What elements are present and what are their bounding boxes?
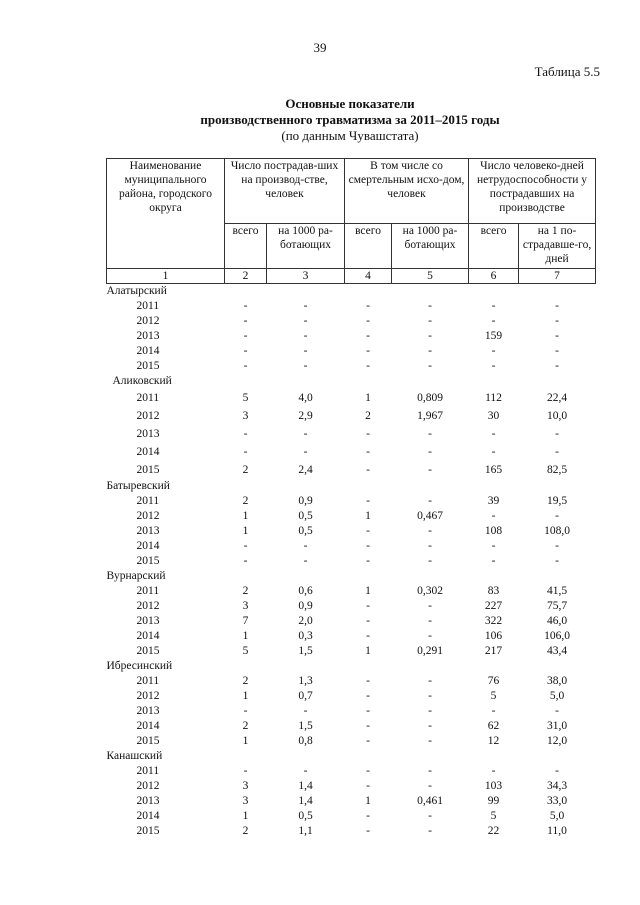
value-cell: 0,291: [417, 645, 443, 657]
value-cell: 0,302: [417, 585, 443, 597]
value-cell: -: [491, 300, 496, 312]
value-cell: 2: [242, 464, 249, 476]
value-cell: 39: [487, 495, 500, 507]
title-line-2: производственного травматизма за 2011–2015 годы: [200, 112, 500, 127]
value-cell: -: [491, 765, 496, 777]
value-cell: 19,5: [546, 495, 568, 507]
year-cell: 2011: [136, 495, 160, 507]
year-row: [107, 644, 596, 659]
value-cell: 106: [484, 630, 503, 642]
year-row: [107, 299, 596, 314]
year-cell: 2011: [136, 585, 160, 597]
value-cell: -: [428, 540, 432, 552]
value-cell: -: [243, 765, 248, 777]
value-cell: -: [243, 330, 248, 342]
value-cell: -: [555, 510, 559, 522]
value-cell: -: [428, 315, 432, 327]
header-days: Число человеко-дней нетрудоспособности у пострадавших на производстве: [469, 159, 596, 224]
value-cell: 1: [242, 510, 249, 522]
value-cell: 0,6: [298, 585, 313, 597]
value-cell: -: [555, 428, 559, 440]
year-cell: 2012: [136, 690, 160, 702]
value-cell: -: [366, 720, 370, 732]
value-cell: -: [366, 705, 370, 717]
value-cell: -: [243, 446, 248, 458]
year-row: [107, 734, 596, 749]
district-row: [107, 569, 596, 584]
value-cell: 1: [365, 585, 371, 597]
value-cell: 0,809: [417, 392, 443, 404]
year-cell: 2014: [136, 810, 160, 822]
value-cell: 112: [485, 392, 502, 404]
value-cell: -: [366, 690, 370, 702]
value-cell: -: [243, 540, 248, 552]
year-row: [107, 443, 596, 461]
value-cell: -: [428, 428, 432, 440]
value-cell: -: [428, 446, 432, 458]
value-cell: 0,5: [298, 510, 313, 522]
value-cell: 1: [365, 510, 371, 522]
value-cell: 108: [484, 525, 503, 537]
year-row: [107, 764, 596, 779]
value-cell: 2,0: [298, 615, 313, 627]
value-cell: -: [555, 360, 559, 372]
value-cell: -: [366, 495, 370, 507]
value-cell: 2: [242, 825, 249, 837]
district-name: Вурнарский: [106, 570, 166, 582]
value-cell: -: [428, 495, 432, 507]
table-body: [107, 284, 596, 840]
year-row: [107, 461, 596, 479]
value-cell: 159: [484, 330, 503, 342]
value-cell: -: [491, 446, 496, 458]
value-cell: 1: [365, 645, 371, 657]
year-cell: 2013: [136, 705, 160, 717]
value-cell: -: [366, 330, 370, 342]
header-sub-per-victim: на 1 по-страдавше-го, дней: [519, 224, 596, 269]
column-number: 1: [107, 269, 225, 284]
value-cell: -: [303, 765, 308, 777]
year-row: [107, 809, 596, 824]
value-cell: 5: [242, 645, 249, 657]
value-cell: -: [366, 315, 370, 327]
value-cell: 1: [242, 735, 249, 747]
value-cell: 217: [484, 645, 503, 657]
value-cell: 0,5: [298, 810, 313, 822]
district-row: [107, 659, 596, 674]
value-cell: -: [555, 705, 559, 717]
value-cell: 62: [487, 720, 500, 732]
year-cell: 2013: [136, 795, 160, 807]
value-cell: -: [555, 555, 559, 567]
district-name: Канашский: [106, 750, 163, 762]
value-cell: 5: [242, 392, 249, 404]
value-cell: 165: [484, 464, 503, 476]
value-cell: 99: [487, 795, 500, 807]
column-number: 7: [519, 269, 596, 284]
header-fatal: В том числе со смертельным исхо-дом, человек: [345, 159, 469, 224]
column-number: 4: [345, 269, 392, 284]
year-cell: 2015: [136, 464, 160, 476]
value-cell: 1: [365, 795, 371, 807]
value-cell: 5: [490, 690, 497, 702]
year-cell: 2012: [136, 410, 160, 422]
value-cell: 1: [242, 690, 249, 702]
value-cell: -: [303, 345, 308, 357]
value-cell: 4,0: [298, 392, 313, 404]
value-cell: -: [303, 330, 308, 342]
value-cell: 7: [242, 615, 249, 627]
value-cell: 38,0: [546, 675, 568, 687]
value-cell: 0,9: [298, 495, 313, 507]
value-cell: -: [555, 446, 559, 458]
value-cell: 5,0: [549, 690, 565, 702]
value-cell: -: [366, 675, 370, 687]
title-line-3: (по данным Чувашстата): [281, 128, 419, 143]
value-cell: 83: [487, 585, 500, 597]
year-cell: 2011: [136, 675, 160, 687]
value-cell: -: [428, 690, 432, 702]
year-cell: 2015: [136, 360, 160, 372]
value-cell: 1,4: [298, 780, 313, 792]
value-cell: 5: [490, 810, 497, 822]
value-cell: -: [366, 464, 370, 476]
value-cell: 30: [487, 410, 500, 422]
year-cell: 2013: [136, 615, 160, 627]
value-cell: 3: [242, 780, 249, 792]
value-cell: -: [555, 765, 559, 777]
header-sub-total-days: всего: [469, 224, 519, 269]
value-cell: -: [428, 765, 432, 777]
value-cell: 75,7: [546, 600, 568, 612]
value-cell: 1: [242, 525, 249, 537]
year-row: [107, 359, 596, 374]
year-cell: 2015: [136, 825, 160, 837]
value-cell: -: [366, 615, 370, 627]
year-cell: 2015: [136, 735, 160, 747]
value-cell: -: [366, 540, 370, 552]
value-cell: 5,0: [549, 810, 565, 822]
district-name: Аликовский: [112, 375, 172, 387]
value-cell: -: [428, 825, 432, 837]
year-row: [107, 614, 596, 629]
year-row: [107, 494, 596, 509]
year-cell: 2014: [136, 720, 160, 732]
value-cell: -: [366, 600, 370, 612]
value-cell: 0,8: [298, 735, 313, 747]
injury-table: [106, 158, 596, 839]
value-cell: -: [555, 315, 559, 327]
value-cell: -: [303, 705, 308, 717]
column-number: 6: [469, 269, 519, 284]
header-injured: Число пострадав-ших на производ-стве, человек: [225, 159, 345, 224]
district-row: [107, 374, 596, 389]
value-cell: 12,0: [546, 735, 568, 747]
year-cell: 2013: [136, 428, 160, 440]
value-cell: -: [428, 720, 432, 732]
value-cell: 0,7: [298, 690, 313, 702]
value-cell: -: [303, 446, 308, 458]
value-cell: 2,9: [298, 410, 313, 422]
value-cell: -: [243, 555, 248, 567]
value-cell: -: [243, 705, 248, 717]
year-cell: 2015: [136, 555, 160, 567]
value-cell: -: [428, 525, 432, 537]
year-cell: 2011: [136, 392, 160, 404]
value-cell: 2: [242, 675, 249, 687]
value-cell: -: [366, 446, 370, 458]
value-cell: 22: [487, 825, 500, 837]
value-cell: -: [491, 360, 496, 372]
year-row: [107, 779, 596, 794]
header-sub-per1000-fatal: на 1000 ра-ботающих: [392, 224, 469, 269]
value-cell: 1: [242, 630, 249, 642]
district-name: Батыревский: [106, 480, 170, 492]
year-row: [107, 344, 596, 359]
value-cell: 41,5: [546, 585, 568, 597]
year-row: [107, 539, 596, 554]
year-cell: 2012: [136, 780, 160, 792]
value-cell: -: [428, 705, 432, 717]
value-cell: -: [491, 345, 496, 357]
district-name: Алатырский: [106, 285, 167, 297]
year-row: [107, 389, 596, 407]
value-cell: 227: [484, 600, 503, 612]
value-cell: -: [366, 428, 370, 440]
value-cell: -: [428, 555, 432, 567]
value-cell: -: [428, 780, 432, 792]
year-row: [107, 689, 596, 704]
value-cell: -: [428, 345, 432, 357]
value-cell: -: [366, 780, 370, 792]
district-row: [107, 749, 596, 764]
header-row-numbers: [107, 269, 596, 284]
value-cell: -: [366, 735, 370, 747]
value-cell: -: [303, 540, 308, 552]
value-cell: -: [555, 345, 559, 357]
value-cell: 11,0: [547, 825, 567, 837]
value-cell: -: [303, 315, 308, 327]
value-cell: 76: [487, 675, 500, 687]
value-cell: -: [303, 300, 308, 312]
value-cell: 34,3: [546, 780, 568, 792]
value-cell: 3: [242, 600, 249, 612]
value-cell: -: [303, 360, 308, 372]
year-cell: 2015: [136, 645, 160, 657]
value-cell: -: [243, 345, 248, 357]
year-cell: 2014: [136, 446, 160, 458]
year-cell: 2011: [136, 300, 160, 312]
value-cell: 2,4: [298, 464, 313, 476]
year-row: [107, 719, 596, 734]
value-cell: 43,4: [546, 645, 568, 657]
value-cell: -: [366, 630, 370, 642]
year-row: [107, 425, 596, 443]
value-cell: 1,1: [298, 825, 313, 837]
year-cell: 2012: [136, 510, 160, 522]
value-cell: 2: [365, 410, 371, 422]
year-row: [107, 524, 596, 539]
year-row: [107, 407, 596, 425]
value-cell: 1: [242, 810, 249, 822]
year-row: [107, 704, 596, 719]
value-cell: 1,4: [298, 795, 313, 807]
title-line-1: Основные показатели: [285, 96, 415, 111]
value-cell: 0,467: [417, 510, 443, 522]
value-cell: 12: [487, 735, 500, 747]
value-cell: 1,3: [298, 675, 313, 687]
value-cell: 106,0: [544, 630, 570, 642]
value-cell: 33,0: [546, 795, 568, 807]
value-cell: 1,5: [298, 720, 313, 732]
year-cell: 2012: [136, 600, 160, 612]
value-cell: -: [428, 735, 432, 747]
column-number: 3: [267, 269, 345, 284]
year-row: [107, 824, 596, 839]
value-cell: -: [428, 615, 432, 627]
value-cell: -: [366, 525, 370, 537]
value-cell: 0,9: [298, 600, 313, 612]
value-cell: 1: [365, 392, 371, 404]
value-cell: -: [303, 555, 308, 567]
value-cell: 31,0: [546, 720, 568, 732]
value-cell: 0,461: [417, 795, 443, 807]
year-cell: 2013: [136, 330, 160, 342]
value-cell: -: [491, 705, 496, 717]
value-cell: -: [366, 765, 370, 777]
year-cell: 2014: [136, 630, 160, 642]
year-row: [107, 794, 596, 809]
value-cell: 2: [242, 585, 249, 597]
value-cell: 1,967: [417, 410, 443, 422]
header-sub-total: всего: [225, 224, 267, 269]
value-cell: 103: [484, 780, 503, 792]
header-row-top: [107, 159, 596, 224]
value-cell: -: [428, 330, 432, 342]
value-cell: 3: [242, 795, 249, 807]
district-name: Ибресинский: [106, 660, 173, 672]
year-row: [107, 599, 596, 614]
value-cell: -: [243, 360, 248, 372]
header-sub-per1000: на 1000 ра-ботающих: [267, 224, 345, 269]
value-cell: 46,0: [546, 615, 568, 627]
column-number: 2: [225, 269, 267, 284]
value-cell: 0,3: [298, 630, 313, 642]
year-row: [107, 674, 596, 689]
value-cell: 2: [242, 720, 249, 732]
year-cell: 2013: [136, 525, 160, 537]
table-label: Таблица 5.5: [534, 64, 600, 79]
value-cell: -: [428, 300, 432, 312]
value-cell: -: [428, 675, 432, 687]
value-cell: 322: [484, 615, 503, 627]
column-number: 5: [392, 269, 469, 284]
value-cell: -: [366, 810, 370, 822]
year-row: [107, 629, 596, 644]
value-cell: -: [428, 630, 432, 642]
year-cell: 2014: [136, 345, 160, 357]
value-cell: 1,5: [298, 645, 313, 657]
year-row: [107, 584, 596, 599]
year-row: [107, 554, 596, 569]
year-cell: 2014: [136, 540, 160, 552]
value-cell: 82,5: [546, 464, 568, 476]
value-cell: -: [428, 810, 432, 822]
value-cell: -: [243, 428, 248, 440]
value-cell: -: [243, 300, 248, 312]
value-cell: -: [491, 315, 496, 327]
value-cell: 10,0: [546, 410, 568, 422]
value-cell: 0,5: [298, 525, 313, 537]
value-cell: -: [491, 540, 496, 552]
value-cell: -: [366, 360, 370, 372]
district-row: [107, 479, 596, 494]
year-cell: 2011: [136, 765, 160, 777]
year-row: [107, 314, 596, 329]
year-cell: 2012: [136, 315, 160, 327]
year-row: [107, 329, 596, 344]
page-number: 39: [313, 40, 327, 55]
value-cell: -: [366, 555, 370, 567]
value-cell: -: [366, 300, 370, 312]
year-row: [107, 509, 596, 524]
value-cell: -: [491, 428, 496, 440]
value-cell: -: [555, 330, 559, 342]
value-cell: -: [555, 540, 559, 552]
value-cell: 108,0: [544, 525, 570, 537]
value-cell: -: [366, 825, 370, 837]
value-cell: 22,4: [546, 392, 568, 404]
header-sub-total-fatal: всего: [345, 224, 392, 269]
value-cell: 2: [242, 495, 249, 507]
value-cell: 3: [242, 410, 249, 422]
value-cell: -: [428, 360, 432, 372]
value-cell: -: [303, 428, 308, 440]
value-cell: -: [491, 555, 496, 567]
header-name: Наименование муниципального района, городского округа: [107, 159, 225, 269]
value-cell: -: [555, 300, 559, 312]
value-cell: -: [366, 345, 370, 357]
value-cell: -: [491, 510, 496, 522]
value-cell: -: [428, 464, 432, 476]
table-title: [0, 96, 640, 144]
district-row: [107, 284, 596, 300]
value-cell: -: [428, 600, 432, 612]
value-cell: -: [243, 315, 248, 327]
